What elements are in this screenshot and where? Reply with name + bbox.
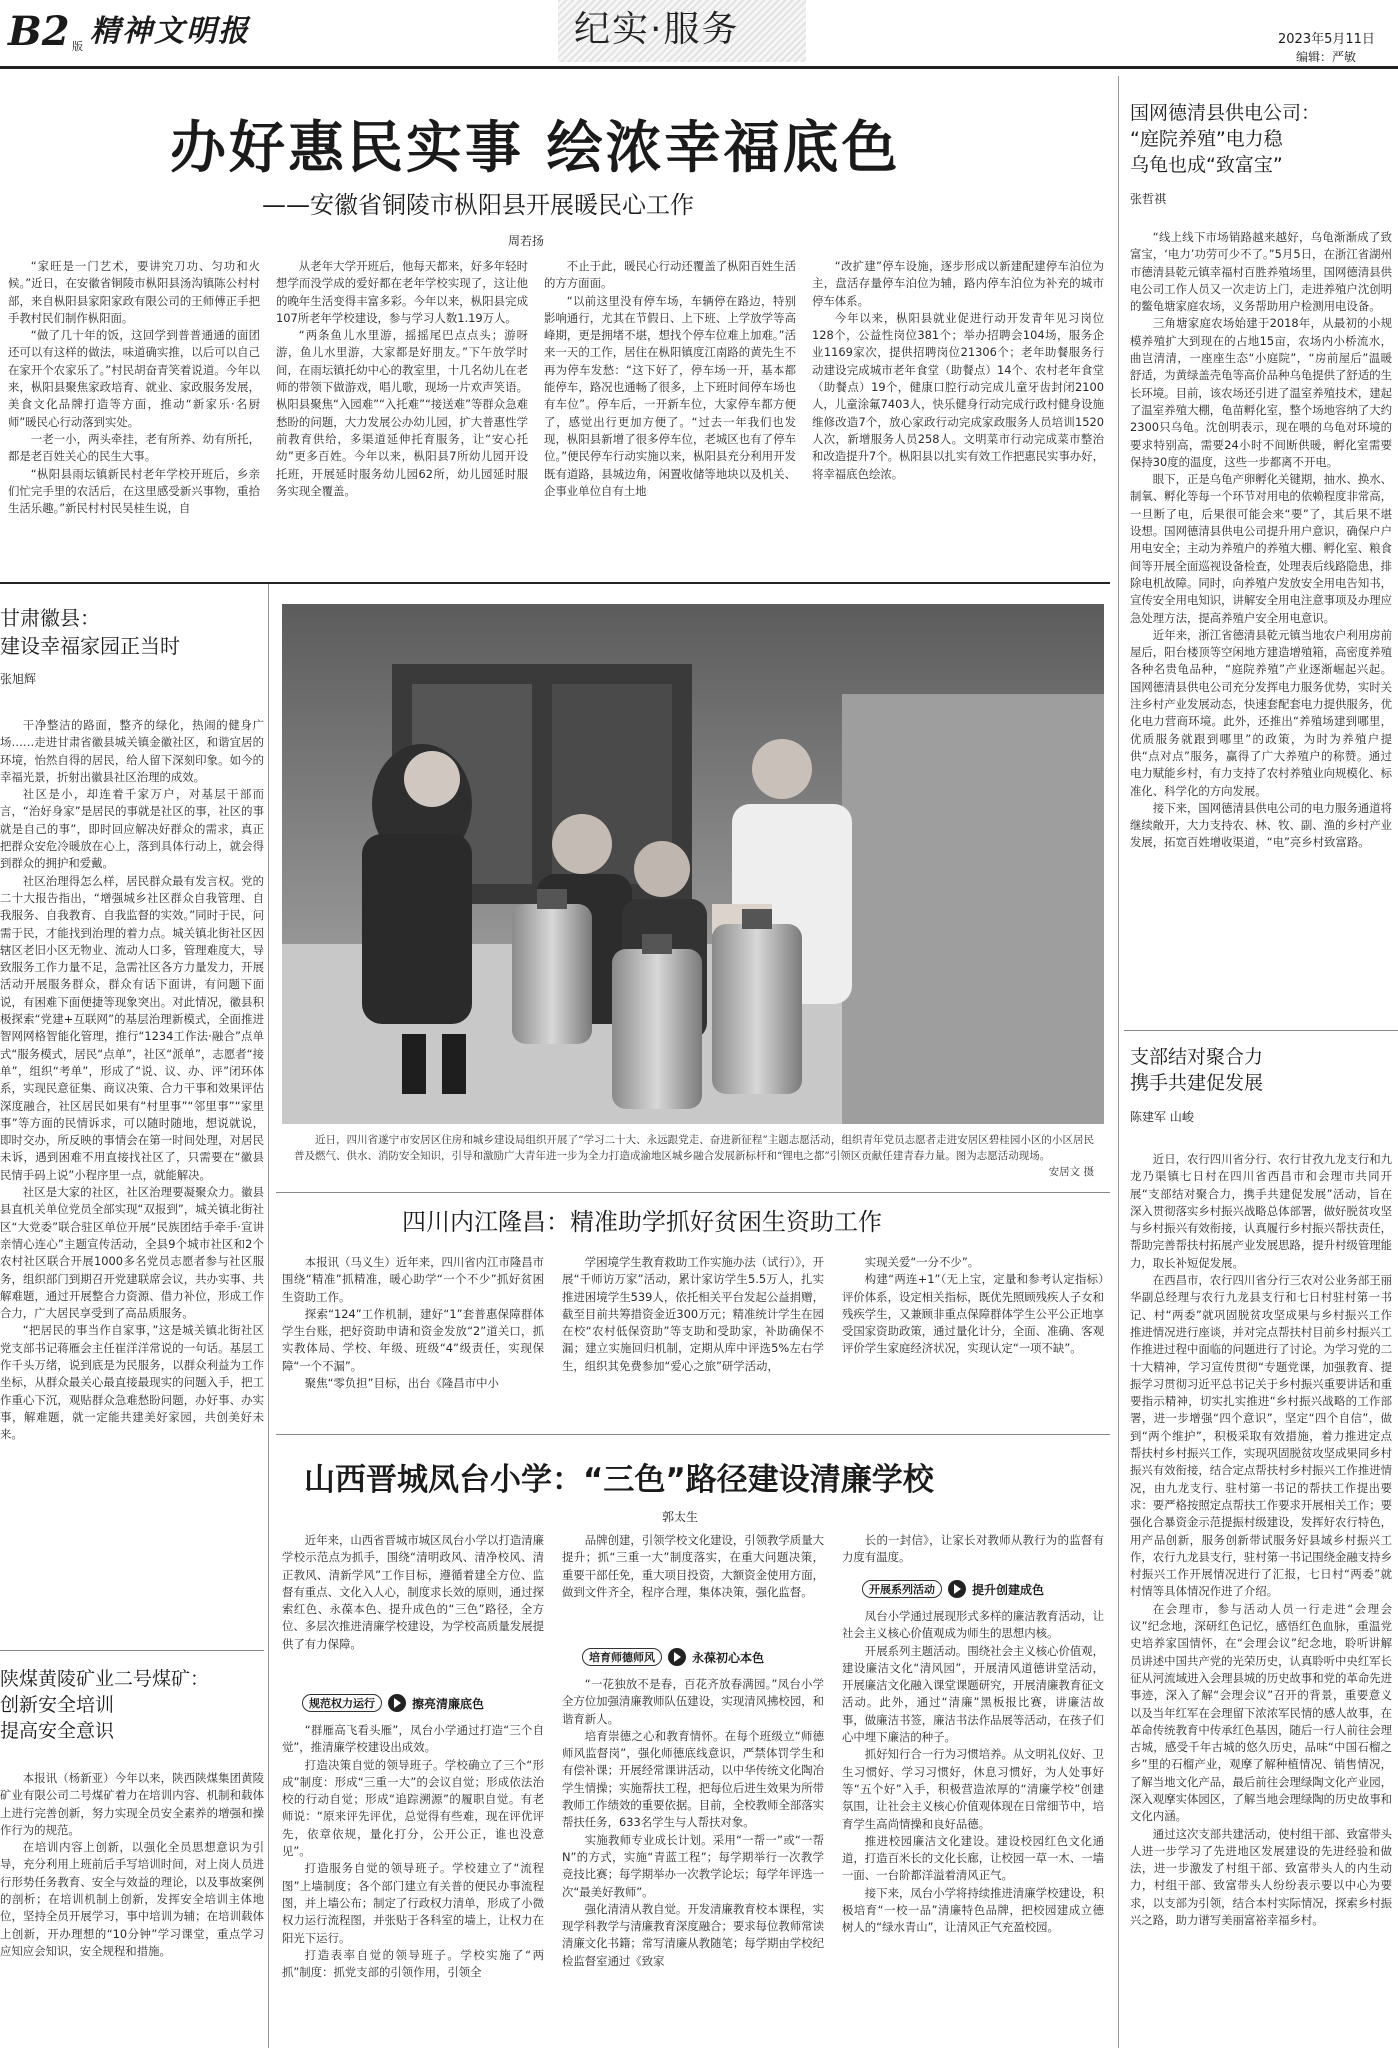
shanxi-col-3-intro: 长的一封信》，让家长对教师从教行为的监督有力度有温度。 xyxy=(842,1533,1104,1565)
lead-bottom-rule xyxy=(0,582,1110,584)
shanxi-subhead-1 xyxy=(302,1694,484,1712)
shanxi-col-1-body: “群雁高飞看头雁”，凤台小学通过打造“三个自觉”，推清廉学校建设出成效。 打造决策自觉的领导班子。学校确立了三个“形成”制度：形成“三重一大”的会议自觉；形成依法治校的行动自觉；形成“追踪溯源”的履职自觉。有老师说：“原来评先评优，总觉得有些难，现在评优评先，依章依规，量化打分，公开公正，谁也没意见”。 打造服务自觉的领导班子。学校建立了“流程图”上墙制度；各个部门建立有关普的便民办事流程图，并上墙公布；制定了行政权力清单，形成了小微权力运行流程图，并张贴于各科室的墙上，让权力在阳光下运行。 打造表率自觉的领导班子。学校实施了“两抓”制度：抓党支部的引领作用，引领全 xyxy=(282,1723,544,1980)
photo-bottom-rule xyxy=(276,1192,1110,1193)
deqing-title-3: 乌龟也成“致富宝” xyxy=(1130,154,1283,176)
subhead-3-right: 提升创建成色 xyxy=(972,1582,1045,1597)
neijiang-title: 四川内江隆昌：精准助学抓好贫困生资助工作 xyxy=(402,1208,882,1236)
article-neijiang xyxy=(282,1204,1104,1394)
subhead-1-left: 规范权力运行 xyxy=(302,1694,382,1712)
shanxi-author: 郭太生 xyxy=(662,1510,699,1524)
shanxi-col-3 xyxy=(842,1532,1104,2042)
shanxi-col-3-body: 凤台小学通过展现形式多样的廉洁教育活动，让社会主义核心价值观成为师生的思想内核。 开展系列主题活动。围绕社会主义核心价值观，建设廉洁文化“清风园”，开展清风道德讲堂活动，开展廉洁文化融入课堂课题研究，开展清廉教育征文活动。此外，通过“清廉”黑板报比赛，讲廉洁故事，做廉洁书签，廉洁书法作品展等活动，在孩子们心中埋下廉洁的种子。 抓好知行合一行为习惯培养。从文明礼仪好、卫生习惯好、学习习惯好，休息习惯好，为人处事好等“五个好”入手，积极营造浓厚的“清廉学校”创建氛围，让社会主义核心价值观体现在日常细节中，培育学生高尚情操和良好品德。 推进校园廉洁文化建设。建设校园红色文化通道，打造百米长的文化长廊，让校园一草一木、一墙一面、一台阶都洋溢着清风正气。 接下来，凤台小学将持续推进清廉学校建设，积极培育“一校一品”清廉特色品牌，把校园建成立德树人的“绿水青山”，让清风正气充盈校园。 xyxy=(842,1609,1104,1935)
right-column-rule xyxy=(1118,76,1119,2048)
lead-subtitle: ——安徽省铜陵市枞阳县开展暖民心工作 xyxy=(262,191,694,219)
lead-col-2: 从老年大学开班后，他每天都来，好多年轻时想学而没学成的爱好都在老年学校实现了，这让他的晚年生活变得丰富多彩。今年以来，枞阳县完成107所老年学校建设，参与学习人数1.19万人。 “两条鱼儿水里游，摇摇尾巴点点头；游呀游，鱼儿水里游，大家都是好朋友。”下午放学时间，在雨坛镇托幼中心的教室里，十几名幼儿在老师的带领下做游戏，唱儿歌，现场一片欢声笑语。枞阳县聚焦“入园难”“入托难”“接送难”等群众急难愁盼的问题，大力发展公办幼儿园，扩大普惠性学前教育供给，多渠道延伸托育服务，让“安心托幼”更多百姓。今年以来，枞阳县7所幼儿园开设托班，开展延时服务幼儿园62所，幼儿园延时服务实现全覆盖。 xyxy=(276,259,528,498)
article-deqing xyxy=(1130,100,1392,1100)
shanxi-col-1 xyxy=(282,1532,544,2042)
article-gansu xyxy=(0,604,264,1604)
shanxi-col-2 xyxy=(562,1532,824,2042)
branch-title-1: 支部结对聚合力 xyxy=(1130,1046,1264,1068)
news-photo xyxy=(282,604,1104,1124)
photo-caption: 近日，四川省遂宁市安居区住房和城乡建设局组织开展了“学习二十大、永远跟党走、奋进新征程”主题志愿活动，组织青年党员志愿者走进安居区碧桂园小区的小区居民普及燃气、供水、消防安全知识，引导和激励广大青年进一步为全力打造成渝地区城乡融合发展新标杆和“锂电之都”引领区贡献任建青春力量。图为志愿活动现场。 安居文 摄 xyxy=(294,1134,1094,1178)
section-title: 纪实·服务 xyxy=(574,9,740,50)
article-branch xyxy=(1130,1044,1392,2044)
shaanxi-body: 本报讯（杨新亚）今年以来，陕西陕煤集团黄陵矿业有限公司二号煤矿着力在培训内容、机制和载体上进行完善创新，努力实现全员安全素养的增强和操作行为的规范。 在培训内容上创新，以强化全员思想意识为引导，充分利用上班前后手写培训时间，对上岗人员进行形势任务教育、安全与效益的理论，以及事故案例的剖析；在培训机制上创新，发挥安全培训主体地位，坚持全员开展学习，事中培训为辅；在培训载体上创新，开办理想的“10分钟”学习课堂，重点学习应知应会知识，安全规程和措施。 xyxy=(0,1771,264,1958)
shanxi-col-1-intro: 近年来，山西省晋城市城区凤台小学以打造清廉学校示范点为抓手，围绕“清明政风、清净校风、清正教风、清新学风”工作目标，遵循着建全方位、监督有重点、文化入人心，制度求长效的原则，通过探索红色、永葆本色、提升成色的“三色”路径，全方位、多层次推进清廉学校建设，为学校高质量发展提供了有力保障。 xyxy=(282,1533,544,1651)
neijiang-col-3: 实现关爱“一分不少”。 构建“两连+1”（无上宝，定量和参考认定指标）评价体系，设定相关指标，既优先照顾残疾人子女和残疾学生，又兼顾非重点保障群体学生公平公正地享受国家资助政策，通过量化计分，全面、准确、客观评价学生家庭经济状况，实现认定“一项不缺”。 xyxy=(842,1255,1104,1356)
subhead-2-left: 培育师德师风 xyxy=(582,1648,662,1666)
lead-article xyxy=(0,76,1110,626)
photo-illustration xyxy=(282,604,1104,1124)
play-icon xyxy=(668,1648,686,1666)
branch-author: 陈建军 山峻 xyxy=(1130,1110,1194,1124)
shanxi-col-2-body: “一花独放不是春，百花齐放春满园。”凤台小学全方位加强清廉教师队伍建设，实现清风拂校园，和谐育新人。 培育崇德之心和教育情怀。在每个班级立“师德师风监督岗”，强化师德底线意识，严禁体罚学生和有偿补课；开展经常课讲活动，以中华传统文化陶冶学生情操；实施帮扶工程，把每位后进生效果为所带教师工作绩效的重要依据。目前，全校教师全部落实帮扶任务，633名学生与人帮扶对象。 实施教师专业成长计划。采用“一帮一”或“一帮N”的方式，实施“青蓝工程”；每学期举行一次教学竞技比赛；每学期举办一次教学论坛；每学年评选一次“最美好教师”。 强化清清从教自觉。开发清廉教育校本课程，实现学科教学与清廉教育深度融合；要求每位教师常读清廉文化书籍；常写清廉从教随笔；每学期由学校纪检监督室通过《致家 xyxy=(562,1677,824,1968)
deqing-author: 张哲祺 xyxy=(1130,192,1167,206)
shaanxi-top-rule xyxy=(0,1650,264,1651)
page-code: B2 xyxy=(8,8,70,55)
gansu-author: 张旭辉 xyxy=(0,672,37,686)
page-suffix: 版 xyxy=(72,40,83,53)
shanxi-col-2-intro: 品牌创建，引领学校文化建设，引领教学质量大提升；抓“三重一大”制度落实，在重大问题决策，重要干部任免，重大项目投资，大额资金使用方面，做到文件齐全，程序合理，集体决策，强化监督。 xyxy=(562,1533,824,1599)
lead-title: 办好惠民实事 绘浓幸福底色 xyxy=(170,116,901,181)
editor-credit: 编辑：严敏 xyxy=(1296,50,1357,64)
lead-col-1: “家旺是一门艺术，要讲究刀功、匀功和火候。”近日，在安徽省铜陵市枞阳县汤沟镇陈公村村部，来自枞阳县家阳家政有限公司的王师傅正手把手教村民们制作枞阳面。 “做了几十年的饭，这回学到普普通通的面团还可以有这样的做法，味道确实推，以后可以自己在家开个农家乐了。”村民胡奋青笑着说道。今年以来，枞阳县聚焦家政培育、就业、家政服务发展，美食文化品牌打造等方面，推动“新家乐·名厨师”暖民心行动落到实处。 一老一小，两头牵挂，老有所养、幼有所托，都是老百姓关心的民生大事。 “枞阳县雨坛镇新民村老年学校开班后，乡亲们忙完手里的农活后，在这里感受新兴事物，重拾生活乐趣。”新民村村民吴桂生说，自 xyxy=(8,259,260,516)
play-icon xyxy=(388,1694,406,1712)
gansu-title-1: 甘肃徽县： xyxy=(0,606,100,630)
paper-name: 精神文明报 xyxy=(90,14,250,49)
masthead-rule xyxy=(0,66,1398,69)
branch-title-2: 携手共建促发展 xyxy=(1130,1072,1264,1094)
gansu-body: 干净整洁的路面，整齐的绿化，热闹的健身广场……走进甘肃省徽县城关镇金徽社区，和谐宜居的环境，怡然自得的居民，给人留下深刻印象。如今的幸福光景，折射出徽县社区治理的成效。 社区是小，却连着千家万户，对基层干部而言，“治好身家”是居民的事就是社区的事，社区的事就是自己的事”，即时回应解决好群众的需求，真正把群众安危冷暖放在心上，落到具体行动上，就会得到群众的拥护和爱戴。 社区治理得怎么样，居民群众最有发言权。党的二十大报告指出，“增强城乡社区群众自我管理、自我服务、自我教育、自我监督的实效。”同时于民，问需于民，才能找到治理的着力点。城关镇北街社区因辖区老旧小区无物业、流动人口多，管理难度大，导致服务工作力量不足，急需社区各方力量发力，开展活动开展服务群众，群众有话下面讲，有问题下面说，有困难下面便捷等现象突出。对此情况，徽县积极探索“党建+互联网”的基层治理新模式，全面推进智网网格智能化管理，推行“1234工作法·融合”点单式“服务模式，居民“点单”，社区“派单”，志愿者“接单”，组织“考单”，形成了“说、议、办、评”闭环体系，实现民意征集、商议决策、合力干事和效果评估深度融合，社区居民如果有“村里事”“邻里事”“家里事”等方面的民情诉求，可以随时随地，想说就说，即时交办，所反映的事情会在第一时间处理，对居民未诉，遇到困难不用直接找社区了，只需要在“徽县民情手码上说”小程序里一点，就能解决。 社区是大家的社区，社区治理要凝聚众力。徽县县直机关单位党员全部实现“双报到”，城关镇北街社区“大党委”联合驻区单位开展“民族团结手牵手·宣讲亲情心连心”主题宣传活动，全县9个城市社区和2个农村社区联合开展1000多名党员志愿者参与社区服务，组织部门到期召开党建联席会议，共办实事、共解难题，通过开展整合力资源、借力补位，形成工作合力，广大居民享受到了高品质服务。 “把居民的事当作自家事，”这是城关镇北街社区党支部书记蒋雁会主任崔洋洋常说的一句话。基层工作千头万绪，说到底是为民服务，以群众利益为工作坐标，从群众最关心最直接最现实的问题入手，把工作重心下沉，观贴群众急难愁盼问题，办好事、办实事，解难题，就一定能共建美好家园，共创美好未来。 xyxy=(0,718,264,1442)
subhead-1-right: 擦亮清廉底色 xyxy=(412,1696,485,1711)
deqing-title-1: 国网德清县供电公司： xyxy=(1130,102,1321,124)
neijiang-col-2: 学困境学生教育救助工作实施办法（试行）》，开展“千师访万家”活动，累计家访学生5.5万人，扎实推进困境学生539人，依托相关平台发起公益捐赠，截至目前共筹措资金近300万元；精准统计学生在园在校“农村低保资助”等支助和受助家，补助确保不漏；建立实施回归机制，定期从库中评选5%左右学生，组织其免费参加“爱心之旅”研学活动， xyxy=(562,1255,824,1373)
article-shaanxi xyxy=(0,1666,264,2046)
neijiang-col-1: 本报讯（马义生）近年来，四川省内江市隆昌市围绕“精准”抓精准，暖心助学“一个不少”抓好贫困生资助工作。 探索“124”工作机制，建好“1”套普惠保障群体学生台账，把好资助申请和资金发放“2”道关口，抓实教体局、学校、年级、班级“4”级责任，实现保障“一个不漏”。 聚焦“零负担”目标，出台《隆昌市中小 xyxy=(282,1255,544,1391)
shanxi-subhead-2 xyxy=(582,1648,764,1666)
issue-date: 2023年5月11日 xyxy=(1278,32,1375,47)
gansu-title-2: 建设幸福家园正当时 xyxy=(0,634,180,658)
play-icon xyxy=(948,1580,966,1598)
masthead xyxy=(0,0,1398,76)
branch-body: 近日，农行四川省分行、农行甘孜九龙支行和九龙乃渠镇七日村在四川省西昌市和会理市共同开展“支部结对聚合力，携手共建促发展”活动，旨在深入贯彻落实乡村振兴战略总体部署，做好脱贫攻坚与乡村振兴有效衔接，认真履行乡村振兴帮扶责任，帮助完善帮扶村拓展产业发展思路，提升村级管理能力，取长补短促发展。 在西昌市，农行四川省分行三农对公业务部王丽华副总经理与农行九龙县支行和七日村驻村第一书记、村“两委”就巩固脱贫攻坚成果与乡村振兴工作推进情况进行座谈，并对完点帮扶村目前乡村振兴工作推进过程中面临的问题进行了讨论。为学习党的二十大精神，学习宣传贯彻“专题党课，加强教育、提振学习贯彻习近平总书记关于乡村振兴重要讲话和重要指示精神，切实扎实推进“乡村振兴战略的工作部署，进一步增强“四个意识”，坚定“四个自信”，做到“两个维护”，积极采取有效措施，着力推进定点帮扶村乡村振兴工作，实现巩固脱贫攻坚成果同乡村振兴有效衔接，结合定点帮扶村乡村振兴工作推进情况，由九龙支行、驻村第一书记的帮扶工作提出要求：要严格按照定点帮扶工作要求开展相关工作；要强化合暴资金示范提振村级建设，发挥好农行特色，用产品创新，服务创新带试服务好县域乡村振兴工作，农行九龙县支行，驻村第一书记围绕金融支持乡村振兴工作开展情况进行了汇报，七日村“两委”就村情等具体情况作进了介绍。 在会理市，参与活动人员一行走进“会理会议”纪念地，深研红色记忆，感悟红色血脉，重温党史培养家国情怀，在“会理会议”纪念地，聆听讲解员讲述中国共产党的光荣历史，认真聆听中央红军长征从河流域进入会理县城的历史故事和党的革命先进事迹，深入了解“会理会议”召开的背景，重要意义以及当年红军在会理留下浓浓军民情的感人故事，在革命传统教育中传承红色基因，随后一行人前往会理古城，感受千年古城的悠久历史，品味“中国石榴之乡”里的石榴产业，观摩了解种植情况、销售情况，了解当地文化产品，最后前往会理绿陶文化产业园，深入观摩实体园区，了解当地会理绿陶的历史故事和文化内涵。 通过这次支部共建活动，使村组干部、致富带头人进一步学习了先进地区发展建设的先进经验和做法，进一步激发了村组干部、致富带头人的内生动力，村组干部、致富带头人纷纷表示要以中心为要求，以支部为引领，结合本村实际情况，探索乡村振兴之路，助力谱写美丽富裕幸福乡村。 xyxy=(1130,1152,1392,1928)
deqing-body: “线上线下市场销路越来越好，乌龟渐渐成了致富宝，‘电力’功劳可少不了。”5月5日，在浙江省湖州市德清县乾元镇幸福村百胜养殖场里，国网德清县供电公司工作人员又一次走访上门，走进养殖户沈创明的鳖龟塘家庭农场，义务帮助用户检测用电设备。 三角塘家庭农场始建于2018年，从最初的小规模养殖扩大到现在的占地15亩，农场内小桥流水，曲岂清清，一座座生态“小庭院”，“房前屋后”温暖舒适，为黄绿盖壳龟等高价品种乌龟提供了舒适的生长环境。目前，该农场还引进了温室养殖技术，建起了温室养殖大棚，龟苗孵化室，整个场地容纳了大约2300只乌龟。沈创明表示，现在喂的乌龟对环境的要求特别高，需要24小时不间断供暖，孵化室需要保持30度的温度，这些一步都离不开电。 眼下，正是乌龟产卵孵化关键期，抽水、换水、制氧、孵化等每一个环节对用电的依赖程度非常高，一旦断了电，后果很可能会来“要”了，其后果不堪设想。国网德清县供电公司提升用户意识，确保户户用电安全；主动为养殖户的养殖大棚、孵化室、粮食间等开展全面巡视设备检查，处理表后线路隐患，排除电机故障。同时，向养殖户发放安全用电告知书，宣传安全用电知识，讲解安全用电注意事项及办理应急处理方法，提高养殖户安全用电意识。 近年来，浙江省德清县乾元镇当地农户利用房前屋后，阳台楼顶等空闲地方建造增殖箱，高密度养殖各种名贵龟品种，“庭院养殖”产业逐渐崛起兴起。国网德清县供电公司充分发挥电力服务优势，实时关注乡村产业发展动态，快速套配套电力提供服务，优化电力营商环境。此外，还推出“养殖场建到哪里，优质服务就跟到哪里”的政策，为时为养殖户提供“点对点”服务，赢得了广大养殖户的称赞。通过电力赋能乡村，有力支持了农村养殖业向规模化、标准化、科学化的方向发展。 接下来，国网德清县供电公司的电力服务通道将继续敞开，大力支持农、林、牧、副、渔的乡村产业发展，拓宽百姓增收渠道，“电”亮乡村致富路。 xyxy=(1130,230,1392,850)
lead-col-4: “改扩建”停车设施，逐步形成以新建配建停车泊位为主，盘活存量停车泊位为辅，路内停车泊位为补充的城市停车体系。 今年以来，枞阳县就业促进行动开发青年见习岗位128个，公益性岗位381个；举办招聘会104场，服务企业1169家次，提供招聘岗位21306个；老年助餐服务行动建设完成城市老年食堂（助餐点）14个、农村老年食堂（助餐点）19个，健康口腔行动完成儿童牙齿封闭2100人，儿童涂氟7403人，快乐健身行动完成行政村健身设施维修改造7个，放心家政行动完成家政服务人员培训1520人次，新增服务人员258人。文明菜市行动完成菜市整治和改造提升7个。枞阳县以扎实有效工作把惠民实事办好，将幸福底色绘浓。 xyxy=(812,259,1104,481)
left-column-rule xyxy=(268,584,269,2048)
shaanxi-title-2: 创新安全培训 xyxy=(0,1694,115,1716)
deqing-title-2: “庭院养殖”电力稳 xyxy=(1130,128,1283,150)
subhead-2-right: 永葆初心本色 xyxy=(692,1650,765,1665)
neijiang-bottom-rule xyxy=(276,1434,1110,1435)
subhead-3-left: 开展系列活动 xyxy=(862,1580,942,1598)
shanxi-subhead-3 xyxy=(862,1580,1044,1598)
lead-author: 周若扬 xyxy=(508,234,545,248)
shanxi-title: 山西晋城凤台小学：“三色”路径建设清廉学校 xyxy=(304,1462,934,1498)
lead-col-3: 不止于此，暖民心行动还覆盖了枞阳百姓生活的方方面面。 “以前这里没有停车场，车辆停在路边，特别影响通行，尤其在节假日、上下班、上学放学等高峰期，更是拥堵不堪，想找个停车位难上加难。”活来一天的工作，居住在枞阳镇度江南路的黄先生不再为停车发愁：“这下好了，停车场一开，基本都能停车，路况也通畅了很多，上下班时间停车场也有车位”。停车后，一开新车位，大家停车都方便了，感觉出行更加方便了。“过去一年我们也发现，枞阳县新增了很多停车位，老城区也有了停车位。”便民停车行动实施以来，枞阳县充分利用开发既有道路，县城边角，闲置收储等地块以及机关、企事业单位自有土地 xyxy=(544,259,796,498)
shaanxi-title-3: 提高安全意识 xyxy=(0,1720,115,1742)
right-bottom-rule xyxy=(1124,1030,1398,1031)
shaanxi-title-1: 陕煤黄陵矿业二号煤矿： xyxy=(0,1668,210,1690)
photo-credit: 安居文 摄 xyxy=(1048,1166,1094,1178)
article-shanxi xyxy=(282,1460,1104,2048)
